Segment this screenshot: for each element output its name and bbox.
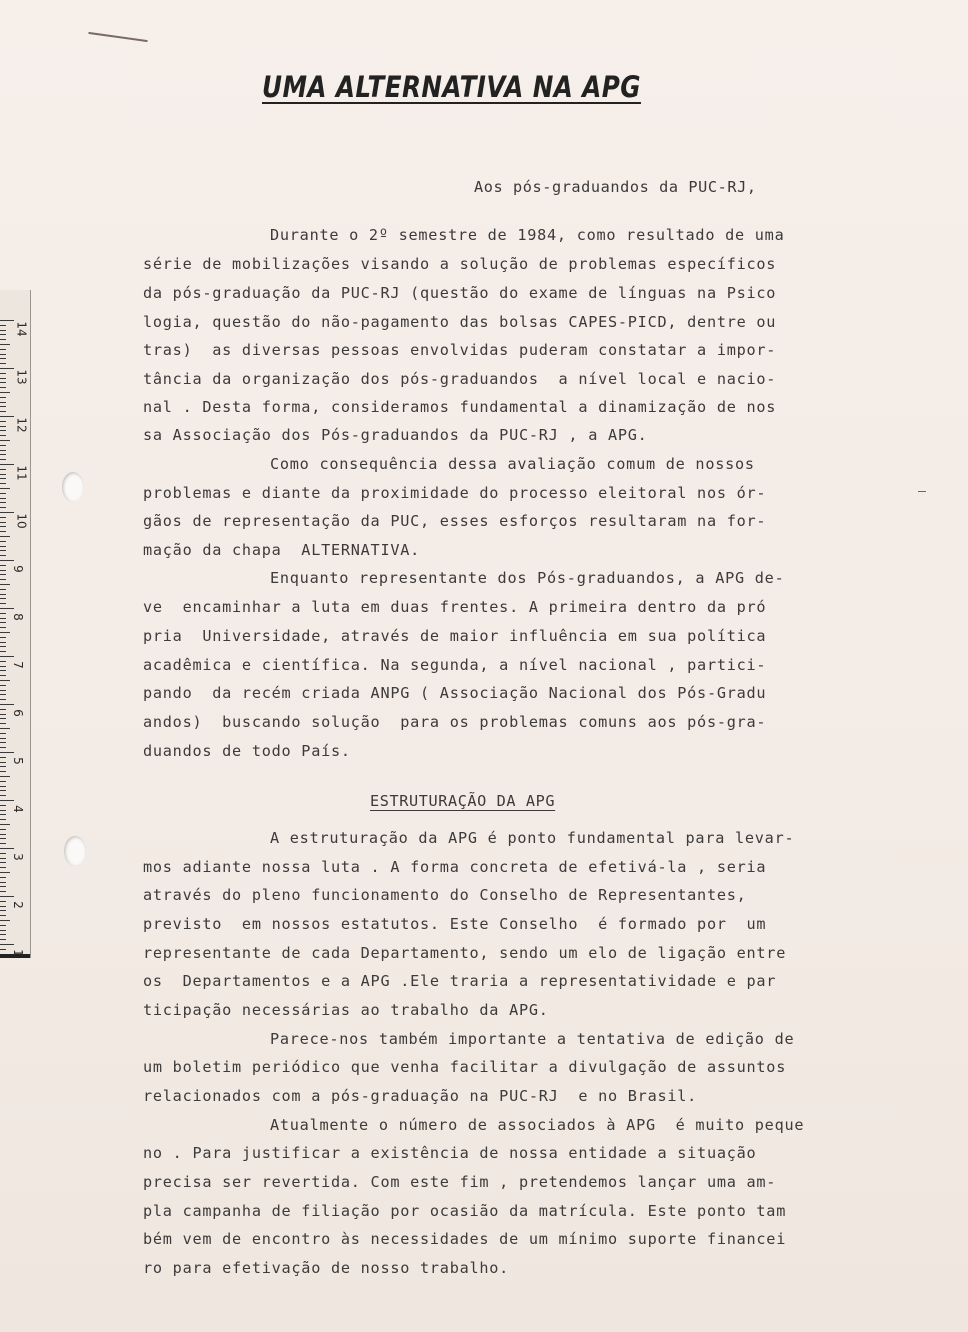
- text-line: pla campanha de filiação por ocasião da matrícula. Este ponto tam: [143, 1202, 787, 1220]
- ruler-tick: [0, 723, 6, 724]
- ruler-tick: [0, 670, 6, 671]
- text-line: mos adiante nossa luta . A forma concreta de efetivá-la , seria: [143, 858, 767, 876]
- ruler-tick: [0, 944, 14, 945]
- ruler-tick: [0, 886, 6, 887]
- ruler-tick: [0, 320, 14, 321]
- ruler-tick: [0, 685, 6, 686]
- ruler-tick: [0, 790, 6, 791]
- ruler-tick: [0, 421, 6, 422]
- ruler-tick: [0, 786, 6, 787]
- ruler-number: 7: [10, 661, 25, 669]
- margin-mark: [918, 491, 926, 492]
- ruler-number: 4: [10, 805, 25, 813]
- ruler-tick: [0, 795, 6, 796]
- ruler-tick: [0, 594, 6, 595]
- ruler-tick: [0, 378, 6, 379]
- ruler-tick: [0, 805, 6, 806]
- ruler-tick: [0, 925, 6, 926]
- ruler-tick: [0, 531, 6, 532]
- ruler-tick: [0, 406, 6, 407]
- ruler-tick: [0, 430, 6, 431]
- ruler-tick: [0, 848, 14, 849]
- ruler-tick: [0, 930, 6, 931]
- text-line: bém vem de encontro às necessidades de um mínimo suporte financei: [143, 1230, 787, 1248]
- text-line: Como consequência dessa avaliação comum de nossos: [270, 455, 755, 473]
- ruler-tick: [0, 704, 14, 705]
- ruler-tick: [0, 834, 6, 835]
- ruler-tick: [0, 416, 14, 417]
- ruler-tick: [0, 536, 10, 537]
- ruler-tick: [0, 853, 6, 854]
- text-line: acadêmica e científica. Na segunda, a nível nacional , partici-: [143, 656, 767, 674]
- ruler-tick: [0, 325, 6, 326]
- text-line: tras) as diversas pessoas envolvidas puderam constatar a impor-: [143, 341, 777, 359]
- ruler-tick: [0, 526, 6, 527]
- ruler-tick: [0, 901, 6, 902]
- ruler-tick: [0, 891, 6, 892]
- ruler-tick: [0, 546, 6, 547]
- ruler-tick: [0, 762, 6, 763]
- ruler-tick: [0, 814, 6, 815]
- ruler-tick: [0, 646, 6, 647]
- ruler-tick: [0, 517, 6, 518]
- ruler-tick: [0, 632, 10, 633]
- ruler-tick: [0, 579, 6, 580]
- ruler-tick: [0, 555, 6, 556]
- ruler-tick: [0, 651, 6, 652]
- ruler-tick: [0, 896, 14, 897]
- ruler-number: 3: [10, 853, 25, 861]
- ruler-tick: [0, 829, 6, 830]
- ruler-tick: [0, 474, 6, 475]
- ruler-tick: [0, 728, 10, 729]
- text-line: ro para efetivação de nosso trabalho.: [143, 1259, 510, 1277]
- ruler-tick: [0, 694, 6, 695]
- ruler-number: 1: [10, 949, 25, 957]
- ruler-tick: [0, 502, 6, 503]
- ruler-number: 6: [10, 709, 25, 717]
- text-line: série de mobilizações visando a solução de problemas específicos: [143, 255, 777, 273]
- ruler-tick: [0, 666, 6, 667]
- ruler-tick: [0, 838, 6, 839]
- ruler-tick: [0, 781, 6, 782]
- ruler-tick: [0, 862, 6, 863]
- text-line: nal . Desta forma, consideramos fundamental a dinamização de nos: [143, 398, 777, 416]
- ruler-tick: [0, 402, 6, 403]
- ruler-number: 14: [14, 321, 29, 337]
- text-line: previsto em nossos estatutos. Este Conselho é formado por um: [143, 915, 767, 933]
- ruler-tick: [0, 445, 6, 446]
- ruler-tick: [0, 776, 10, 777]
- ruler-tick: [0, 493, 6, 494]
- ruler-tick: [0, 512, 14, 513]
- text-line: Parece-nos também importante a tentativa de edição de: [270, 1030, 795, 1048]
- ruler-tick: [0, 690, 6, 691]
- ruler-tick: [0, 392, 10, 393]
- ruler-tick: [0, 718, 6, 719]
- ruler-tick: [0, 824, 10, 825]
- text-line: ve encaminhar a luta em duas frentes. A primeira dentro da pró: [143, 598, 767, 616]
- ruler-tick: [0, 637, 6, 638]
- ruler-tick: [0, 584, 10, 585]
- ruler-tick: [0, 733, 6, 734]
- ruler-tick: [0, 435, 6, 436]
- ruler-tick: [0, 915, 6, 916]
- ruler-tick: [0, 747, 6, 748]
- ruler-tick: [0, 570, 6, 571]
- text-line: Durante o 2º semestre de 1984, como resultado de uma: [270, 226, 785, 244]
- ruler-number: 13: [14, 369, 29, 385]
- ruler-tick: [0, 440, 10, 441]
- ruler-tick: [0, 560, 14, 561]
- ruler-tick: [0, 550, 6, 551]
- ruler-tick: [0, 498, 6, 499]
- text-line: logia, questão do não-pagamento das bolsas CAPES-PICD, dentre ou: [143, 313, 777, 331]
- ruler-tick: [0, 450, 6, 451]
- text-line: A estruturação da APG é ponto fundamental para levar-: [270, 829, 795, 847]
- pen-mark: [88, 32, 148, 42]
- ruler-tick: [0, 589, 6, 590]
- ruler-tick: [0, 603, 6, 604]
- ruler-tick: [0, 382, 6, 383]
- ruler-number: 9: [10, 565, 25, 573]
- ruler-tick: [0, 574, 6, 575]
- ruler-tick: [0, 877, 6, 878]
- text-line: um boletim periódico que venha facilitar a divulgação de assuntos: [143, 1058, 787, 1076]
- document-title: UMA ALTERNATIVA NA APG: [262, 70, 641, 104]
- section-heading: ESTRUTURAÇÃO DA APG: [370, 792, 556, 810]
- ruler-tick: [0, 618, 6, 619]
- ruler-tick: [0, 627, 6, 628]
- ruler-tick: [0, 872, 10, 873]
- text-line: da pós-graduação da PUC-RJ (questão do exame de línguas na Psico: [143, 284, 777, 302]
- text-line: sa Associação dos Pós-graduandos da PUC-RJ , a APG.: [143, 426, 648, 444]
- ruler-number: 11: [14, 465, 29, 481]
- ruler-tick: [0, 819, 6, 820]
- ruler-tick: [0, 454, 6, 455]
- ruler-tick: [0, 642, 6, 643]
- punch-hole-top: [62, 472, 84, 502]
- text-line: duandos de todo País.: [143, 742, 351, 760]
- text-line: mação da chapa ALTERNATIVA.: [143, 541, 421, 559]
- ruler-tick: [0, 800, 14, 801]
- ruler-tick: [0, 459, 6, 460]
- ruler-tick: [0, 867, 6, 868]
- text-line: Atualmente o número de associados à APG é muito peque: [270, 1116, 805, 1134]
- text-line: problemas e diante da proximidade do processo eleitoral nos ór-: [143, 484, 767, 502]
- text-line: ticipação necessárias ao trabalho da APG.: [143, 1001, 549, 1019]
- ruler-tick: [0, 349, 6, 350]
- ruler-tick: [0, 766, 6, 767]
- ruler-tick: [0, 598, 6, 599]
- ruler-tick: [0, 411, 6, 412]
- ruler-tick: [0, 752, 14, 753]
- text-line: relacionados com a pós-graduação na PUC-RJ e no Brasil.: [143, 1087, 698, 1105]
- punch-hole-bottom: [64, 836, 86, 866]
- ruler-tick: [0, 354, 6, 355]
- ruler-tick: [0, 675, 6, 676]
- ruler-tick: [0, 330, 6, 331]
- text-line: representante de cada Departamento, sendo um elo de ligação entre: [143, 944, 787, 962]
- ruler-tick: [0, 368, 14, 369]
- ruler-tick: [0, 397, 6, 398]
- text-line: no . Para justificar a existência de nossa entidade a situação: [143, 1144, 757, 1162]
- ruler-tick: [0, 488, 10, 489]
- ruler-tick: [0, 757, 6, 758]
- ruler-number: 12: [14, 417, 29, 433]
- ruler-tick: [0, 522, 6, 523]
- ruler-tick: [0, 858, 6, 859]
- ruler-tick: [0, 507, 6, 508]
- ruler-tick: [0, 742, 6, 743]
- ruler-tick: [0, 714, 6, 715]
- ruler-tick: [0, 622, 6, 623]
- ruler-tick: [0, 358, 6, 359]
- ruler-tick: [0, 469, 6, 470]
- ruler-tick: [0, 709, 6, 710]
- ruler-number: 8: [10, 613, 25, 621]
- ruler-tick: [0, 656, 14, 657]
- text-line: Enquanto representante dos Pós-graduandos, a APG de-: [270, 569, 785, 587]
- ruler-tick: [0, 344, 10, 345]
- ruler-tick: [0, 934, 6, 935]
- ruler-tick: [0, 680, 10, 681]
- ruler-tick: [0, 882, 6, 883]
- ruler-tick: [0, 608, 14, 609]
- text-line: andos) buscando solução para os problemas comuns aos pós-gra-: [143, 713, 767, 731]
- ruler-tick: [0, 478, 6, 479]
- text-line: pria Universidade, através de maior influência em sua política: [143, 627, 767, 645]
- ruler-tick: [0, 613, 6, 614]
- ruler-number: 10: [14, 513, 29, 529]
- ruler-tick: [0, 661, 6, 662]
- ruler-tick: [0, 363, 6, 364]
- ruler-tick: [0, 464, 14, 465]
- ruler-tick: [0, 771, 6, 772]
- ruler-tick: [0, 810, 6, 811]
- ruler-tick: [0, 949, 6, 950]
- ruler-tick: [0, 906, 6, 907]
- text-line: precisa ser revertida. Com este fim , pretendemos lançar uma am-: [143, 1173, 777, 1191]
- ruler-tick: [0, 373, 6, 374]
- ruler-tick: [0, 334, 6, 335]
- ruler-tick: [0, 738, 6, 739]
- ruler-tick: [0, 920, 10, 921]
- ruler-number: 5: [10, 757, 25, 765]
- text-line: através do pleno funcionamento do Conselho de Representantes,: [143, 886, 747, 904]
- ruler-tick: [0, 483, 6, 484]
- salutation: Aos pós-graduandos da PUC-RJ,: [474, 178, 757, 196]
- ruler-tick: [0, 541, 6, 542]
- text-line: tância da organização dos pós-graduandos a nível local e nacio-: [143, 370, 777, 388]
- ruler-tick: [0, 565, 6, 566]
- ruler-tick: [0, 699, 6, 700]
- text-line: gãos de representação da PUC, esses esforços resultaram na for-: [143, 512, 767, 530]
- ruler-tick: [0, 939, 6, 940]
- ruler-tick: [0, 339, 6, 340]
- text-line: os Departamentos e a APG .Ele traria a representatividade e par: [143, 972, 777, 990]
- ruler-tick: [0, 426, 6, 427]
- ruler-number: 2: [10, 901, 25, 909]
- text-line: pando da recém criada ANPG ( Associação Nacional dos Pós-Gradu: [143, 684, 767, 702]
- ruler: [0, 290, 31, 958]
- ruler-tick: [0, 910, 6, 911]
- ruler-tick: [0, 387, 6, 388]
- ruler-tick: [0, 843, 6, 844]
